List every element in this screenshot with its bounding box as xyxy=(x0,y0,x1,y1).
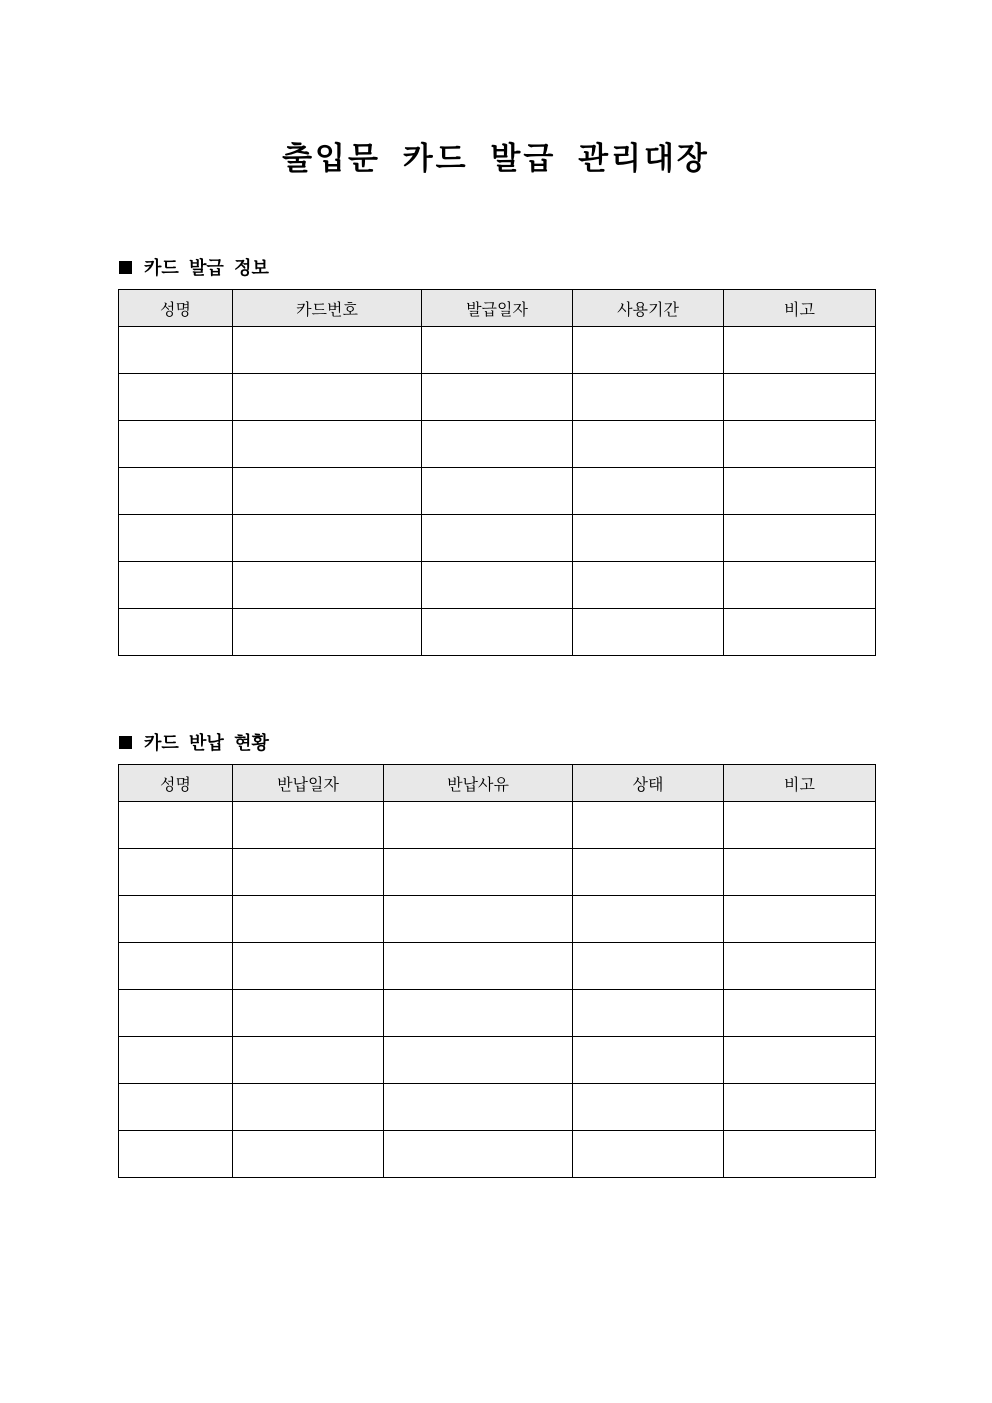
issue-table-cell[interactable] xyxy=(724,374,876,421)
return-table-cell[interactable] xyxy=(724,1084,876,1131)
issue-table-cell[interactable] xyxy=(724,515,876,562)
issue-table-cell[interactable] xyxy=(573,374,724,421)
table-row xyxy=(119,1084,876,1131)
issue-table-cell[interactable] xyxy=(233,421,422,468)
issue-table xyxy=(118,289,876,656)
return-col-header: 반납일자 xyxy=(233,765,384,802)
return-table-cell[interactable] xyxy=(573,1131,724,1178)
return-table-cell[interactable] xyxy=(573,990,724,1037)
table-row xyxy=(119,327,876,374)
return-table-cell[interactable] xyxy=(233,896,384,943)
return-table-cell[interactable] xyxy=(233,1037,384,1084)
issue-table-cell[interactable] xyxy=(119,468,233,515)
table-row xyxy=(119,1131,876,1178)
return-table-cell[interactable] xyxy=(573,896,724,943)
issue-table-cell[interactable] xyxy=(233,515,422,562)
return-table-cell[interactable] xyxy=(119,802,233,849)
table-row xyxy=(119,802,876,849)
return-table-cell[interactable] xyxy=(573,1037,724,1084)
return-table-cell[interactable] xyxy=(384,802,573,849)
issue-table-cell[interactable] xyxy=(724,562,876,609)
return-table-cell[interactable] xyxy=(119,896,233,943)
issue-table-cell[interactable] xyxy=(724,421,876,468)
return-table-cell[interactable] xyxy=(384,943,573,990)
table-row xyxy=(119,990,876,1037)
issue-table-cell[interactable] xyxy=(724,468,876,515)
return-col-header: 비고 xyxy=(724,765,876,802)
table-row xyxy=(119,849,876,896)
return-table-cell[interactable] xyxy=(724,802,876,849)
table-row xyxy=(119,562,876,609)
return-table-cell[interactable] xyxy=(384,1084,573,1131)
issue-table-cell[interactable] xyxy=(233,468,422,515)
return-col-header: 성명 xyxy=(119,765,233,802)
issue-table-cell[interactable] xyxy=(724,327,876,374)
return-section-heading-label: 카드 반납 현황 xyxy=(144,733,269,754)
issue-table-cell[interactable] xyxy=(233,374,422,421)
return-table-cell[interactable] xyxy=(573,943,724,990)
return-section-heading xyxy=(119,729,269,755)
issue-table-cell[interactable] xyxy=(422,374,573,421)
return-table-cell[interactable] xyxy=(233,1131,384,1178)
return-table-cell[interactable] xyxy=(119,849,233,896)
return-table-cell[interactable] xyxy=(384,1037,573,1084)
issue-table-cell[interactable] xyxy=(233,609,422,656)
issue-table-cell[interactable] xyxy=(422,515,573,562)
return-table-cell[interactable] xyxy=(724,943,876,990)
return-table-cell[interactable] xyxy=(384,990,573,1037)
issue-section-heading xyxy=(119,254,269,280)
table-row xyxy=(119,468,876,515)
return-table-cell[interactable] xyxy=(724,1037,876,1084)
issue-col-header: 사용기간 xyxy=(573,290,724,327)
return-col-header: 반납사유 xyxy=(384,765,573,802)
issue-col-header: 카드번호 xyxy=(233,290,422,327)
issue-table-cell[interactable] xyxy=(119,421,233,468)
issue-table-cell[interactable] xyxy=(233,327,422,374)
issue-col-header: 성명 xyxy=(119,290,233,327)
return-table-cell[interactable] xyxy=(384,896,573,943)
return-table-cell[interactable] xyxy=(233,990,384,1037)
return-table-cell[interactable] xyxy=(119,1131,233,1178)
issue-table-cell[interactable] xyxy=(119,609,233,656)
return-table-cell[interactable] xyxy=(119,1037,233,1084)
issue-table-cell[interactable] xyxy=(119,374,233,421)
issue-table-cell[interactable] xyxy=(119,562,233,609)
issue-table-cell[interactable] xyxy=(119,515,233,562)
issue-section-heading-label: 카드 발급 정보 xyxy=(144,258,269,279)
square-bullet-icon xyxy=(119,261,132,274)
return-table-cell[interactable] xyxy=(233,1084,384,1131)
return-col-header: 상태 xyxy=(573,765,724,802)
table-row xyxy=(119,515,876,562)
issue-table-cell[interactable] xyxy=(724,609,876,656)
page-title: 출입문 카드 발급 관리대장 xyxy=(282,141,710,177)
issue-table-cell[interactable] xyxy=(573,515,724,562)
return-table-cell[interactable] xyxy=(119,990,233,1037)
issue-col-header: 발급일자 xyxy=(422,290,573,327)
return-table-cell[interactable] xyxy=(573,802,724,849)
issue-table-cell[interactable] xyxy=(422,421,573,468)
issue-table-cell[interactable] xyxy=(422,609,573,656)
issue-table-cell[interactable] xyxy=(573,562,724,609)
return-table-cell[interactable] xyxy=(724,1131,876,1178)
square-bullet-icon xyxy=(119,736,132,749)
table-row xyxy=(119,609,876,656)
return-table-cell[interactable] xyxy=(573,1084,724,1131)
return-table-cell[interactable] xyxy=(724,990,876,1037)
issue-col-header: 비고 xyxy=(724,290,876,327)
issue-table-cell[interactable] xyxy=(422,327,573,374)
table-row xyxy=(119,374,876,421)
issue-table-cell[interactable] xyxy=(233,562,422,609)
issue-table-cell[interactable] xyxy=(573,609,724,656)
return-table-cell[interactable] xyxy=(384,1131,573,1178)
issue-table-cell[interactable] xyxy=(573,468,724,515)
return-table-cell[interactable] xyxy=(384,849,573,896)
return-table-cell[interactable] xyxy=(119,943,233,990)
return-table-cell[interactable] xyxy=(573,849,724,896)
table-row xyxy=(119,943,876,990)
issue-table-header-row xyxy=(119,290,876,327)
issue-table-cell[interactable] xyxy=(422,468,573,515)
return-table xyxy=(118,764,876,1178)
return-table-cell[interactable] xyxy=(233,802,384,849)
table-row xyxy=(119,421,876,468)
table-row xyxy=(119,1037,876,1084)
table-row xyxy=(119,896,876,943)
return-table-cell[interactable] xyxy=(724,896,876,943)
issue-table-cell[interactable] xyxy=(573,327,724,374)
issue-table-cell[interactable] xyxy=(573,421,724,468)
return-table-cell[interactable] xyxy=(119,1084,233,1131)
issue-table-cell[interactable] xyxy=(422,562,573,609)
return-table-header-row xyxy=(119,765,876,802)
return-table-cell[interactable] xyxy=(724,849,876,896)
issue-table-cell[interactable] xyxy=(119,327,233,374)
return-table-cell[interactable] xyxy=(233,849,384,896)
return-table-cell[interactable] xyxy=(233,943,384,990)
